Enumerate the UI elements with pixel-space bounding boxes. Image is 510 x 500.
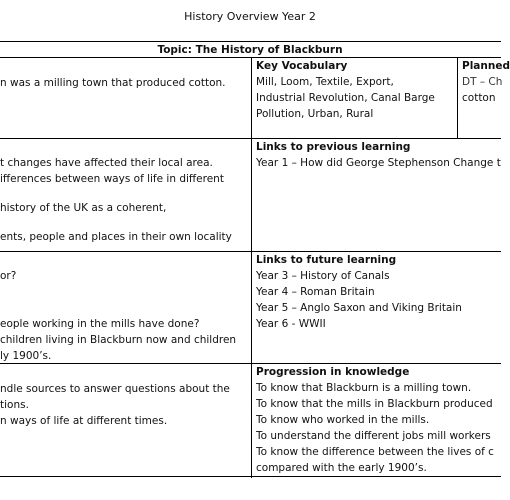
planned-heading: Planned [462, 60, 510, 72]
row4-left-text [0, 381, 248, 429]
row2-left-line: t changes have affected their local area. [0, 157, 213, 169]
row3-left-line [0, 284, 248, 300]
planned-cell [462, 58, 510, 106]
progression-line: To know who worked in the mills. [256, 414, 430, 426]
progression-knowledge-cell [256, 364, 500, 476]
future-learning-line: Year 6 - WWII [256, 318, 326, 330]
future-learning-cell [256, 252, 500, 332]
planned-line: cotton [462, 92, 496, 104]
future-learning-line: Year 4 – Roman Britain [256, 286, 375, 298]
row4-left-line: n ways of life at different times. [0, 415, 168, 427]
divider-column [251, 57, 252, 478]
progression-line: To know that the mills in Blackburn produced [256, 398, 493, 410]
row4-left-line: tions. [0, 399, 29, 411]
progression-line: compared with the early 1900’s. [256, 462, 427, 474]
future-learning-line: Year 5 – Anglo Saxon and Viking Britain [256, 302, 462, 314]
row3-left-text [0, 268, 248, 364]
future-learning-heading: Links to future learning [256, 254, 397, 266]
divider-planned [457, 57, 458, 139]
vocab-line: Pollution, Urban, Rural [256, 108, 374, 120]
row3-left-line [0, 300, 248, 316]
document-title: History Overview Year 2 [184, 10, 316, 23]
row1-left-line: n was a milling town that produced cotton. [0, 77, 226, 89]
row4-left-line: ndle sources to answer questions about the [0, 383, 230, 395]
row3-left-line: or? [0, 270, 17, 282]
row2-left-line: ifferences between ways of life in different [0, 173, 224, 185]
progression-line: To know the difference between the lives of c [256, 446, 494, 458]
previous-learning-heading: Links to previous learning [256, 141, 411, 153]
previous-learning-cell [256, 139, 500, 171]
row1-left-text [0, 75, 248, 91]
vocab-line: Mill, Loom, Textile, Export, [256, 76, 394, 88]
vocab-line: Industrial Revolution, Canal Barge [256, 92, 435, 104]
progression-line: To know that Blackburn is a milling town. [256, 382, 472, 394]
key-vocabulary-heading: Key Vocabulary [256, 60, 348, 72]
topic-title: Topic: The History of Blackburn [157, 44, 343, 56]
row2-left-line: history of the UK as a coherent, [0, 202, 167, 214]
previous-learning-line: Year 1 – How did George Stephenson Change t [256, 157, 501, 169]
future-learning-line: Year 3 – History of Canals [256, 270, 390, 282]
row3-left-line: children living in Blackburn now and children [0, 334, 237, 346]
progression-knowledge-heading: Progression in knowledge [256, 366, 410, 378]
planned-line: DT – Ch [462, 76, 503, 88]
row2-left-text [0, 155, 248, 245]
row2-left-line [0, 216, 248, 229]
row3-left-line: eople working in the mills have done? [0, 318, 200, 330]
progression-line: To understand the different jobs mill workers [256, 430, 491, 442]
key-vocabulary-cell [256, 58, 456, 122]
row2-left-line [0, 187, 248, 200]
row3-left-line: ly 1900’s. [0, 350, 52, 362]
row2-left-line: ents, people and places in their own locality [0, 231, 232, 243]
